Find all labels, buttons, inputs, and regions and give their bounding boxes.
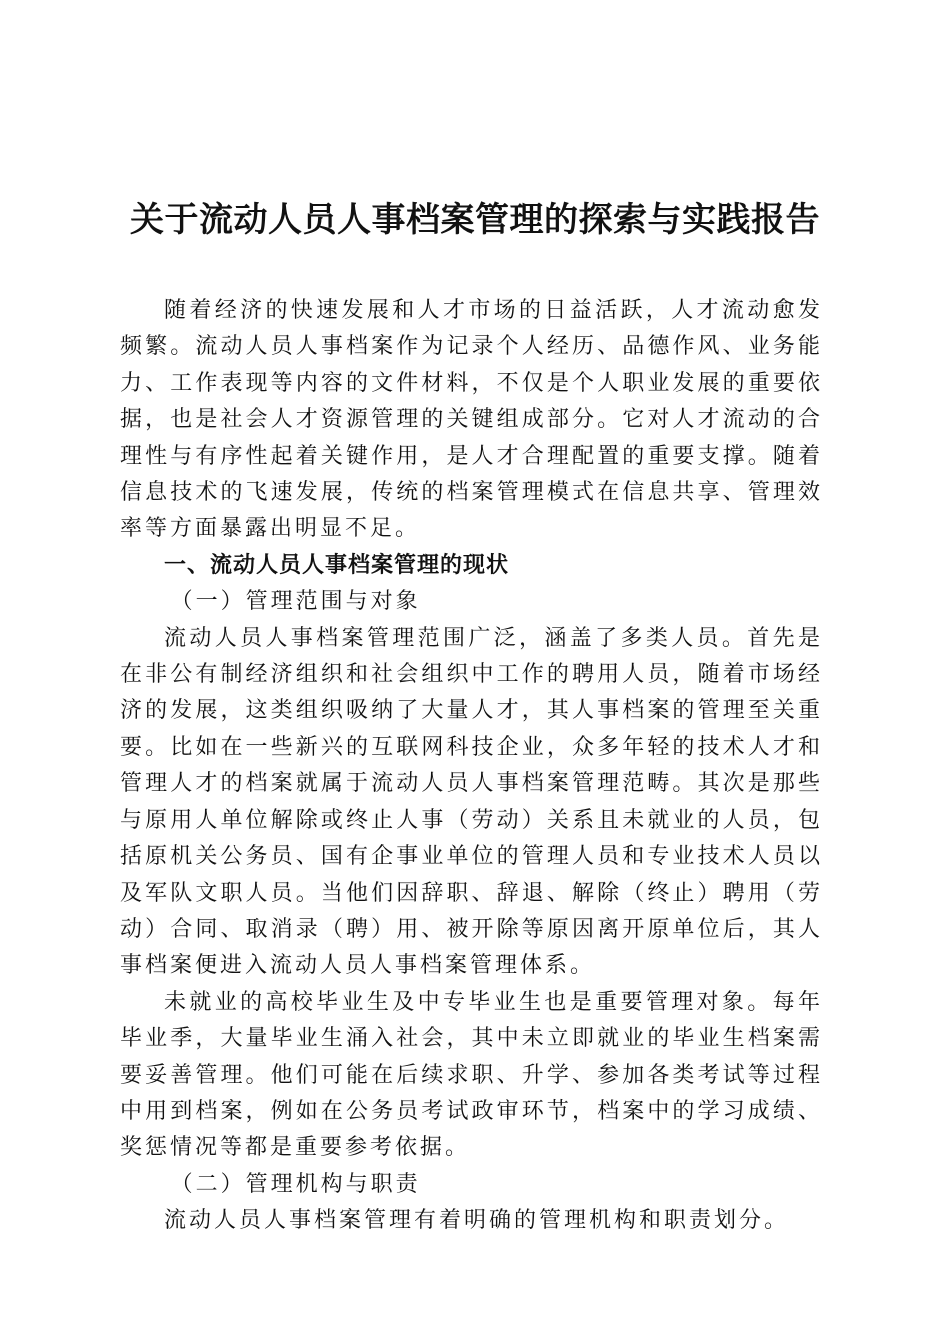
section-heading-1: 一、流动人员人事档案管理的现状 [164, 552, 510, 578]
subsection-heading-2: （二）管理机构与职责 [170, 1171, 421, 1197]
subsection-heading-1: （一）管理范围与对象 [170, 589, 421, 615]
body-paragraph: 流动人员人事档案管理范围广泛，涵盖了多类人员。首先是在非公有制经济组织和社会组织中工作的聘用人员，随着市场经济的发展，这类组织吸纳了大量人才，其人事档案的管理至关重要。比如在一些新兴的互联网科技企业，众多年轻的技术人才和管理人才的档案就属于流动人员人事档案管理范畴。其次是那些与原用人单位解除或终止人事（劳动）关系且未就业的人员，包括原机关公务员、国有企事业单位的管理人员和专业技术人员以及军队文职人员。当他们因辞职、辞退、解除（终止）聘用（劳动）合同、取消录（聘）用、被开除等原因离开原单位后，其人事档案便进入流动人员人事档案管理体系。 [120, 625, 823, 979]
intro-paragraph: 随着经济的快速发展和人才市场的日益活跃，人才流动愈发频繁。流动人员人事档案作为记录个人经历、品德作风、业务能力、工作表现等内容的文件材料，不仅是个人职业发展的重要依据，也是社会人才资源管理的关键组成部分。它对人才流动的合理性与有序性起着关键作用，是人才合理配置的重要支撑。随着信息技术的飞速发展，传统的档案管理模式在信息共享、管理效率等方面暴露出明显不足。 [120, 298, 823, 542]
body-paragraph: 未就业的高校毕业生及中专毕业生也是重要管理对象。每年毕业季，大量毕业生涌入社会，其中未立即就业的毕业生档案需要妥善管理。他们可能在后续求职、升学、参加各类考试等过程中用到档案，例如在公务员考试政审环节，档案中的学习成绩、奖惩情况等都是重要参考依据。 [120, 989, 823, 1161]
document-title: 关于流动人员人事档案管理的探索与实践报告 [130, 200, 820, 240]
body-paragraph: 流动人员人事档案管理有着明确的管理机构和职责划分。 [164, 1208, 790, 1234]
document-body [120, 293, 823, 1240]
